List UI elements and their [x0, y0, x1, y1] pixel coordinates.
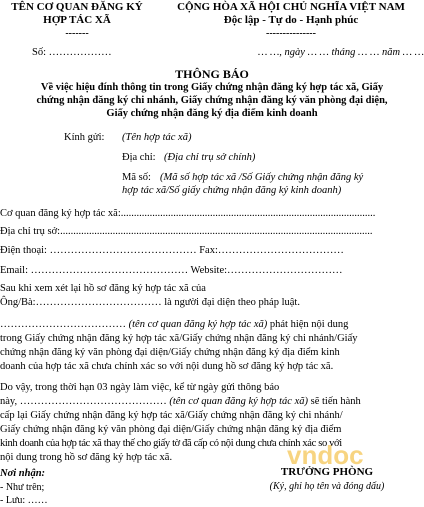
document-date: … …, ngày … … tháng … … năm … … — [258, 47, 424, 58]
recipient-address-value: (Địa chỉ trụ sở chính) — [164, 152, 256, 163]
legal-representative-line: Ông/Bà:……………………………… là người đại diện theo pháp luật. — [0, 297, 300, 308]
subject-line-3: Giấy chứng nhận đăng ký địa điểm kinh doanh — [106, 108, 318, 119]
finding-lead: ……………………………… — [0, 319, 129, 330]
recipient-code-label: Mã số: — [122, 172, 151, 183]
finding-line-2: trong Giấy chứng nhận đăng ký hợp tác xã/Giấy chứng nhận đăng ký chi nhánh/Giấy — [0, 333, 358, 344]
action-line-4: Giấy chứng nhận đăng ký văn phòng đại diện/Giấy chứng nhận đăng ký địa điểm — [0, 424, 342, 435]
action-lead: này, …………………………………… — [0, 396, 170, 407]
issuing-org-dashes: ------- — [65, 28, 89, 39]
signer-title: TRƯỞNG PHÒNG — [280, 466, 374, 478]
action-line-1: Do vậy, trong thời hạn 03 ngày làm việc, kể từ ngày gửi thông báo — [0, 382, 280, 393]
recipient-code-value-2: hợp tác xã/Số giấy chứng nhận đăng ký kinh doanh) — [122, 185, 342, 196]
action-line-3: cấp lại Giấy chứng nhận đăng ký hợp tác xã/Giấy chứng nhận đăng ký chi nhánh/ — [0, 410, 343, 421]
recipient-item-2: - Lưu: …… — [0, 495, 48, 506]
subject-line-2: chứng nhận đăng ký chi nhánh, Giấy chứng nhận đăng ký văn phòng đại diện, — [36, 95, 388, 106]
email-website-field: Email: ……………………………………… Website:…………………………… — [0, 265, 343, 276]
finding-line-4: doanh của hợp tác xã chưa chính xác so với nội dung hồ sơ đăng ký hợp tác xã. — [0, 361, 334, 372]
watermark-text: vndoc — [287, 440, 364, 470]
phone-fax-field: Điện thoại: …………………………………… Fax:……………………………… — [0, 245, 344, 256]
action-agency-placeholder: (tên cơ quan đăng ký hợp tác xã) — [169, 396, 308, 407]
action-line-5: kinh doanh của hợp tác xã thay thế cho giấy tờ đã cấp có nội dung chưa chính xác so với — [0, 438, 342, 449]
finding-line-3: chứng nhận đăng ký văn phòng đại diện/Giấy chứng nhận đăng ký địa điểm kinh — [0, 347, 340, 358]
issuing-org-line2: HỢP TÁC XÃ — [43, 14, 111, 26]
action-line-6: nội dung trong hồ sơ đăng ký hợp tác xã. — [0, 452, 173, 463]
issuing-org-line1: TÊN CƠ QUAN ĐĂNG KÝ — [11, 1, 143, 13]
recipient-label: Kính gửi: — [64, 132, 105, 143]
subject-line-1: Về việc hiệu đính thông tin trong Giấy chứng nhận đăng ký hợp tác xã, Giấy — [40, 82, 384, 93]
action-tail: sẽ tiến hành — [307, 396, 361, 407]
nation-dashes: --------------- — [266, 28, 316, 39]
document-number: Số: ……………… — [32, 47, 112, 58]
nation-name: CỘNG HÒA XÃ HỘI CHỦ NGHĨA VIỆT NAM — [177, 1, 405, 13]
nation-motto: Độc lập - Tự do - Hạnh phúc — [223, 14, 359, 26]
finding-agency-placeholder: (tên cơ quan đăng ký hợp tác xã) — [128, 319, 268, 330]
finding-line-1 — [0, 318, 348, 331]
recipient-code-value-1: (Mã số hợp tác xã /Số Giấy chứng nhận đăng ký — [160, 172, 364, 183]
office-address-field: Địa chỉ trụ sở:....................................................................................................................... — [0, 226, 373, 237]
review-intro: Sau khi xem xét lại hồ sơ đăng ký hợp tác xã của — [0, 283, 206, 294]
signer-note: (Ký, ghi họ tên và đóng dấu) — [269, 481, 385, 492]
document-title: THÔNG BÁO — [175, 67, 249, 81]
action-line-2 — [0, 395, 361, 408]
agency-field: Cơ quan đăng ký hợp tác xã:................................................................................................. — [0, 208, 376, 219]
recipient-item-1: - Như trên; — [0, 482, 45, 493]
recipient-name: (Tên hợp tác xã) — [122, 132, 192, 143]
recipient-address-label: Địa chỉ: — [122, 152, 156, 163]
finding-tail: phát hiện nội dung — [267, 319, 349, 330]
recipients-label: Nơi nhận: — [0, 468, 46, 479]
